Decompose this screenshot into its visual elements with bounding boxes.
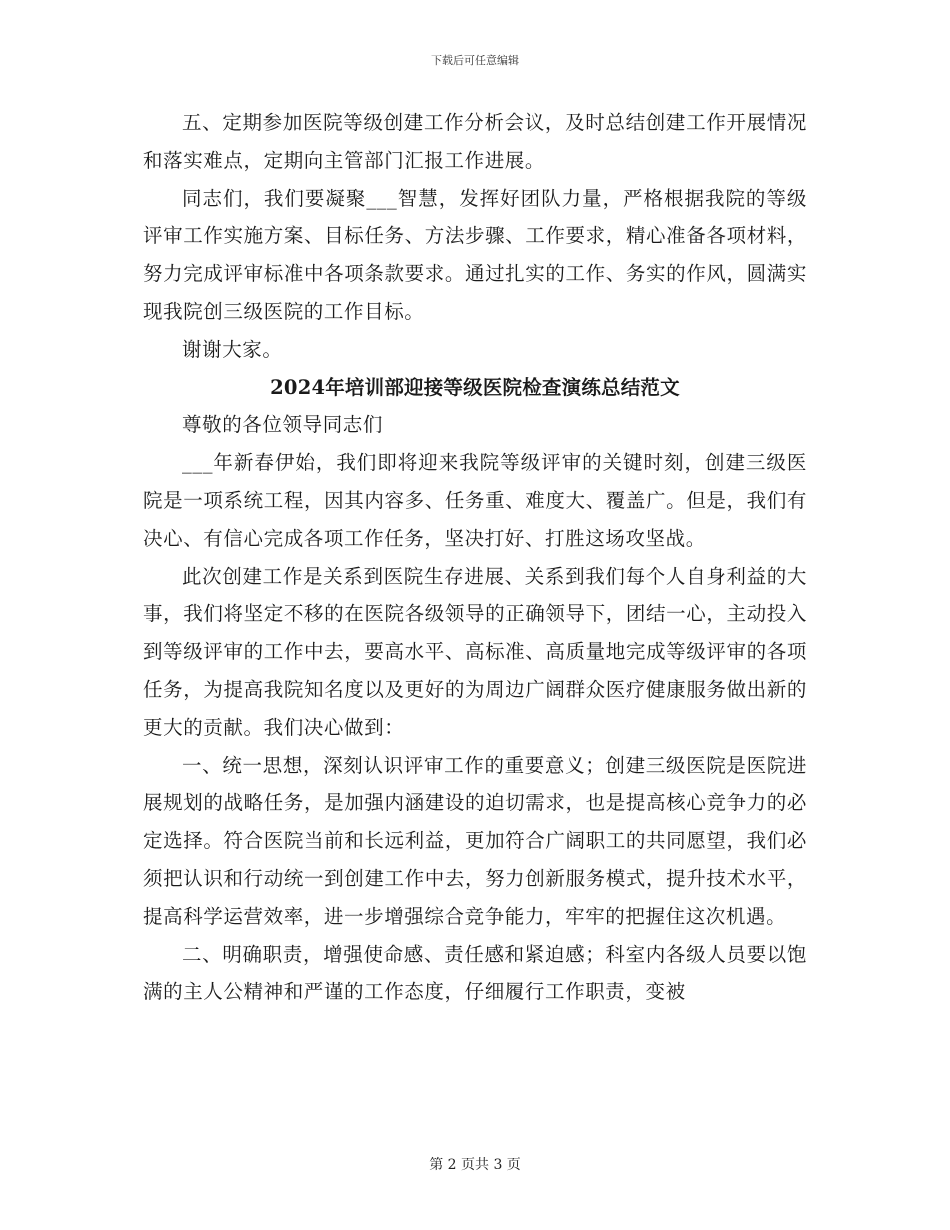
paragraph-item-five: 五、定期参加医院等级创建工作分析会议，及时总结创建工作开展情况和落实难点，定期向主管部门汇报工作进展。 [143,111,807,172]
paragraph-point-two: 二、明确职责，增强使命感、责任感和紧迫感；科室内各级人员要以饱满的主人公精神和严谨的工作态度，仔细履行工作职责，变被 [143,942,807,1004]
document-title: 2024年培训部迎接等级医院检查演练总结范文 [270,375,680,399]
paragraph-intro: ___年新春伊始，我们即将迎来我院等级评审的关键时刻，创建三级医院是一项系统工程，因其内容多、任务重、难度大、覆盖广。但是，我们有决心、有信心完成各项工作任务，坚决打好、打胜这场攻坚战。 [143,451,807,550]
paragraph-salutation: 尊敬的各位领导同志们 [182,413,384,437]
document-body [143,104,807,1011]
paragraph-significance: 此次创建工作是关系到医院生存进展、关系到我们每个人自身利益的大事，我们将坚定不移的在医院各级领导的正确领导下，团结一心，主动投入到等级评审的工作中去，要高水平、高标准、高质量地完成等级评审的各项任务，为提高我院知名度以及更好的为周边广阔群众医疗健康服务做出新的更大的贡献。我们决心做到： [143,564,807,739]
page-footer: 第 2 页共 3 页 [429,1157,521,1173]
paragraph-point-one: 一、统一思想，深刻认识评审工作的重要意义；创建三级医院是医院进展规划的战略任务，是加强内涵建设的迫切需求，也是提高核心竞争力的必定选择。符合医院当前和长远利益，更加符合广阔职工的共同愿望，我们必须把认识和行动统一到创建工作中去，努力创新服务模式，提升技术水平，提高科学运营效率，进一步增强综合竞争能力，牢牢的把握住这次机遇。 [143,753,807,928]
page-header: 下载后可任意编辑 [431,54,519,67]
paragraph-comrades: 同志们，我们要凝聚___智慧，发挥好团队力量，严格根据我院的等级评审工作实施方案、目标任务、方法步骤、工作要求，精心准备各项材料，努力完成评审标准中各项条款要求。通过扎实的工作、务实的作风，圆满实现我院创三级医院的工作目标。 [143,186,807,323]
paragraph-thanks: 谢谢大家。 [182,337,283,361]
